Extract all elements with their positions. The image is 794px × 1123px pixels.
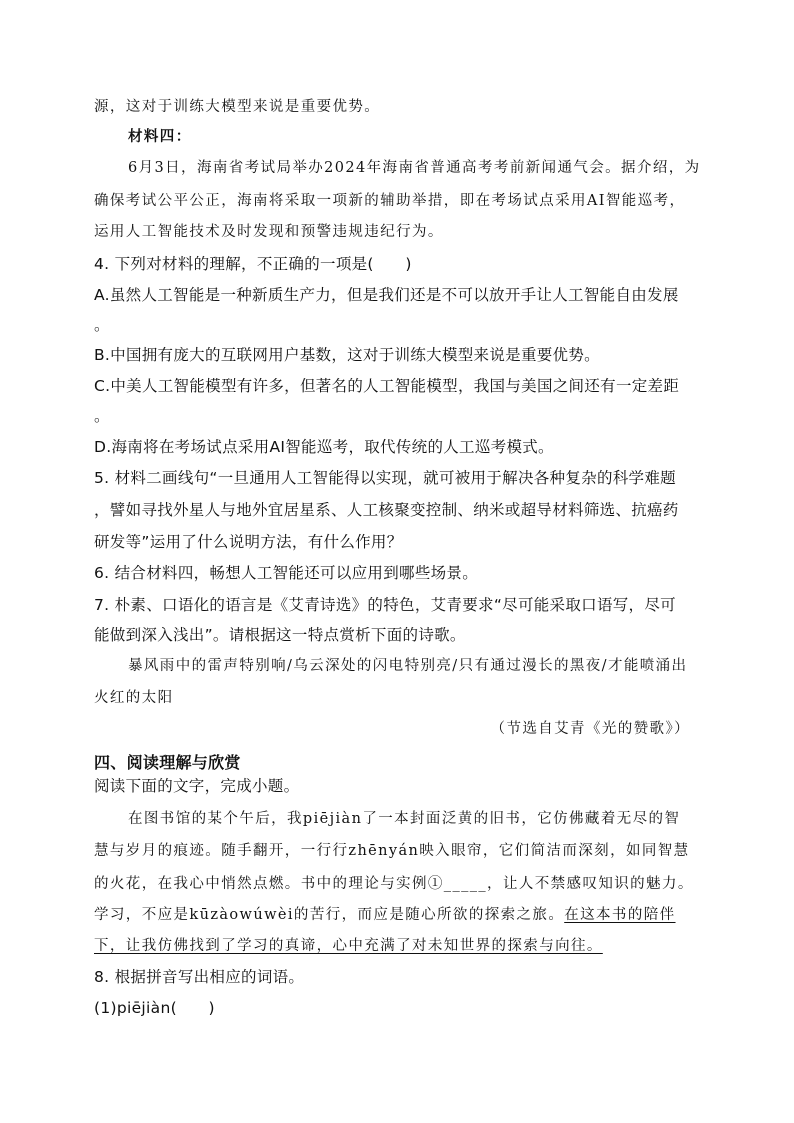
text-line: 源，这对于训练大模型来说是重要优势。 — [94, 99, 381, 115]
passage-line: 慧与岁月的痕迹。随手翻开，一行行zhēnyán映入眼帘，它们简洁而深刻，如同智慧 — [94, 843, 690, 859]
question-7-line-2: 能做到深入浅出”。请根据这一特点赏析下面的诗歌。 — [94, 626, 466, 644]
instruction: 阅读下面的文字，完成小题。 — [94, 777, 300, 795]
question-5-line-3: 研发等”运用了什么说明方法，有什么作用？ — [94, 533, 403, 551]
poem-line: 火红的太阳 — [94, 690, 174, 706]
option-a-continued: 。 — [94, 316, 110, 334]
passage-line — [94, 905, 704, 925]
question-6: 6. 结合材料四，畅想人工智能还可以应用到哪些场景。 — [94, 564, 479, 582]
option-d: D.海南将在考场试点采用AI智能巡考，取代传统的人工巡考模式。 — [94, 438, 554, 456]
underlined-sentence: 在这本书的陪伴 — [564, 907, 676, 923]
passage-line: 在图书馆的某个午后，我piējiàn了一本封面泛黄的旧书，它仿佛藏着无尽的智 — [128, 811, 681, 827]
question-8: 8. 根据拼音写出相应的词语。 — [94, 968, 305, 986]
passage-line: 的火花，在我心中悄然点燃。书中的理论与实例①_____，让人不禁感叹知识的魅力。 — [94, 876, 694, 892]
poem-source: （节选自艾青《光的赞歌》） — [490, 721, 690, 737]
material-4-heading: 材料四： — [128, 128, 192, 145]
question-5: 5. 材料二画线句“一旦通用人工智能得以实现，就可被用于解决各种复杂的科学难题 — [94, 469, 676, 487]
passage-text: 学习，不应是kūzàowúwèi的苦行，而应是随心所欲的探索之旅。 — [94, 907, 565, 923]
poem-line: 暴风雨中的雷声特别响/乌云深处的闪电特别亮/只有通过漫长的黑夜/才能喷涌出 — [128, 658, 688, 674]
text-line: 确保考试公平公正，海南将采取一项新的辅助举措，即在考场试点采用AI智能巡考， — [94, 193, 686, 209]
question-5-line-2: ，譬如寻找外星人与地外宜居星系、人工核聚变控制、纳米或超导材料筛选、抗癌药 — [94, 501, 679, 519]
underlined-sentence-continued: 下，让我仿佛找到了学习的真谛，心中充满了对未知世界的探索与向往。 — [94, 938, 603, 954]
option-b: B.中国拥有庞大的互联网用户基数，这对于训练大模型来说是重要优势。 — [94, 346, 600, 364]
text-line: 6月3日，海南省考试局举办2024年海南省普通高考考前新闻通气会。据介绍，为 — [128, 160, 701, 176]
text-line: 运用人工智能技术及时发现和预警违规违纪行为。 — [94, 224, 444, 240]
option-a: A.虽然人工智能是一种新质生产力，但是我们还是不可以放开手让人工智能自由发展 — [94, 286, 679, 304]
section-heading: 四、阅读理解与欣赏 — [94, 753, 241, 772]
question-4: 4. 下列对材料的理解，不正确的一项是( ) — [94, 255, 412, 273]
option-c-continued: 。 — [94, 407, 110, 425]
question-8-item-1: (1)piējiàn( ) — [94, 999, 215, 1017]
question-7: 7. 朴素、口语化的语言是《艾青诗选》的特色，艾青要求“尽可能采取口语写，尽可 — [94, 596, 676, 614]
option-c: C.中美人工智能模型有许多，但著名的人工智能模型，我国与美国之间还有一定差距 — [94, 377, 680, 395]
